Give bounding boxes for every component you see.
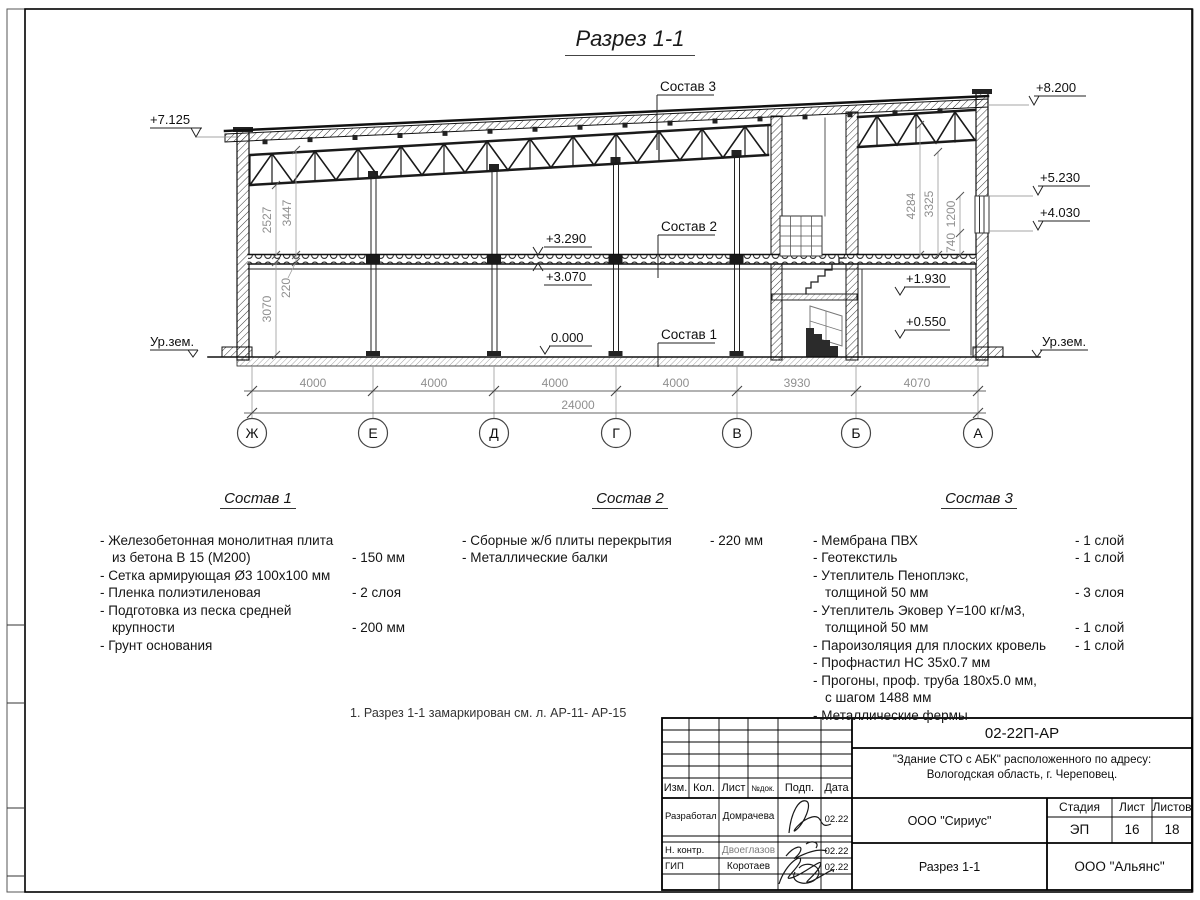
- dim-span-5: 3930: [783, 376, 811, 390]
- dim-220: 220: [279, 277, 293, 299]
- list-item: - Сборные ж/б плиты перекрытия - 220 мм: [462, 532, 764, 548]
- elev-right-mid: +4.030: [1040, 205, 1081, 220]
- project-name-line2: Вологодская область, г. Череповец.: [926, 768, 1118, 781]
- elev-left-roof: +7.125: [150, 112, 191, 127]
- role-gip: ГИП: [665, 861, 684, 872]
- label-sostav3: Состав 3: [660, 79, 716, 94]
- bottom-dimensions: [244, 366, 986, 419]
- elev-right-upper: +5.230: [1040, 170, 1081, 185]
- list-item: - Геотекстиль - 1 слой: [813, 550, 1125, 565]
- elev-landing: +0.550: [906, 314, 947, 329]
- dim-1200: 1200: [944, 200, 958, 228]
- dim-span-4: 4000: [662, 376, 690, 390]
- composition-2: [462, 490, 798, 567]
- list-item: - Пароизоляция для плоских кровель - 1 слой: [813, 637, 1125, 653]
- dim-2527: 2527: [260, 206, 274, 234]
- dim-span-1: 4000: [299, 376, 327, 390]
- project-name-line1: "Здание СТО с АБК" расположенного по адресу:: [892, 753, 1152, 766]
- sheet-value: 16: [1124, 821, 1140, 837]
- foundation-left: [222, 347, 252, 357]
- axis-bubbles: [238, 419, 993, 448]
- composition-3-items: [813, 532, 1145, 725]
- dim-span-3: 4000: [541, 376, 569, 390]
- elev-slab-top: +3.290: [546, 231, 587, 246]
- list-item: - Подготовка из песка средней: [100, 602, 292, 618]
- list-item: - Железобетонная монолитная плита: [100, 532, 334, 548]
- axis-zh: Ж: [245, 425, 259, 441]
- col-header-izm: Изм.: [663, 782, 688, 794]
- col-header-podp: Подп.: [784, 782, 815, 794]
- list-item: из бетона В 15 (М200) - 150 мм: [112, 550, 406, 565]
- elev-slab-bottom: +3.070: [546, 269, 587, 284]
- composition-1-items: [100, 532, 416, 655]
- org-customer: ООО "Альянс": [1074, 859, 1165, 874]
- list-item: - Сетка армирующая Ø3 100х100 мм: [100, 567, 331, 583]
- date-gip: 02.22: [824, 861, 849, 873]
- composition-2-items: [462, 532, 798, 567]
- stage-value: ЭП: [1069, 821, 1090, 837]
- sheet-label: Лист: [1118, 800, 1146, 814]
- list-item: - Пленка полиэтиленовая - 2 слоя: [100, 585, 402, 600]
- sheets-label: Листов: [1152, 800, 1192, 814]
- list-item: - Профнастил НС 35х0.7 мм: [813, 655, 991, 670]
- list-item: - Грунт основания: [100, 637, 213, 653]
- axis-g: Г: [612, 425, 620, 441]
- page-title: [500, 26, 760, 56]
- name-developer: Домрачева: [722, 810, 775, 822]
- date-ncontrol: 02.22: [824, 845, 849, 857]
- col-header-ndoc: №док.: [751, 783, 775, 793]
- composition-3-title: Состав 3: [813, 490, 1145, 508]
- list-item: - Металлические фермы: [813, 707, 968, 723]
- dim-4284: 4284: [904, 192, 918, 220]
- date-developer: 02.22: [824, 813, 849, 825]
- name-ncontrol: Двоеглазов: [721, 845, 776, 856]
- axis-v: В: [732, 425, 742, 441]
- col-header-kol: Кол.: [693, 782, 715, 794]
- list-item: толщиной 50 мм - 1 слой: [825, 620, 1125, 635]
- composition-1-title: Состав 1: [100, 490, 416, 508]
- composition-1: [100, 490, 416, 654]
- role-developer: Разработал: [665, 811, 717, 822]
- stair-landing: [772, 294, 857, 300]
- org-design: ООО "Сириус": [907, 813, 992, 828]
- dim-span-2: 4000: [420, 376, 448, 390]
- dim-3447: 3447: [280, 199, 294, 227]
- list-item: - Прогоны, проф. труба 180х5.0 мм,: [813, 672, 1037, 688]
- label-sostav1: Состав 1: [661, 327, 717, 342]
- col-header-list: Лист: [721, 782, 746, 794]
- composition-3: [813, 490, 1145, 724]
- sheet-title: Разрез 1-1: [918, 859, 981, 874]
- doc-number: 02-22П-АР: [984, 724, 1060, 742]
- list-item: крупности - 200 мм: [112, 620, 406, 635]
- axis-b: Б: [851, 425, 861, 441]
- axis-e: Е: [368, 425, 378, 441]
- sheets-value: 18: [1164, 821, 1180, 837]
- col-header-data: Дата: [824, 782, 849, 794]
- ground-slab: [208, 347, 1040, 366]
- list-item: с шагом 1488 мм: [825, 690, 932, 705]
- dim-total: 24000: [561, 398, 595, 412]
- label-sostav2: Состав 2: [661, 219, 717, 234]
- ground-level-right: Ур.зем.: [1042, 334, 1087, 349]
- right-wall-window: [975, 196, 989, 233]
- floor-slab: [248, 255, 976, 270]
- list-item: - Утеплитель Эковер Y=100 кг/м3,: [813, 602, 1026, 618]
- axis-d: Д: [489, 425, 499, 441]
- dim-span-6: 4070: [903, 376, 931, 390]
- role-ncontrol: Н. контр.: [665, 845, 705, 856]
- elev-floor: 0.000: [551, 330, 584, 345]
- dim-3070: 3070: [260, 295, 274, 323]
- list-item: толщиной 50 мм - 3 слоя: [825, 585, 1125, 600]
- dim-740: 740: [944, 232, 958, 254]
- foundation-right: [973, 347, 1003, 357]
- ground-level-left: Ур.зем.: [150, 334, 195, 349]
- staircase: [772, 216, 857, 357]
- name-gip: Коротаев: [726, 861, 771, 872]
- columns: [366, 150, 744, 356]
- dim-3325: 3325: [922, 190, 936, 218]
- list-item: - Утеплитель Пеноплэкс,: [813, 567, 969, 583]
- list-item: - Мембрана ПВХ - 1 слой: [813, 532, 1125, 548]
- composition-2-title: Состав 2: [462, 490, 798, 508]
- elev-right-roof: +8.200: [1036, 80, 1077, 95]
- drawing-note: 1. Разрез 1-1 замаркирован см. л. АР-11- АР-15: [350, 706, 627, 720]
- list-item: - Металлические балки: [462, 550, 608, 565]
- page-title-text: Разрез 1-1: [565, 26, 694, 56]
- stage-label: Стадия: [1059, 800, 1100, 814]
- elev-mezzanine: +1.930: [906, 271, 947, 286]
- axis-a: А: [973, 425, 983, 441]
